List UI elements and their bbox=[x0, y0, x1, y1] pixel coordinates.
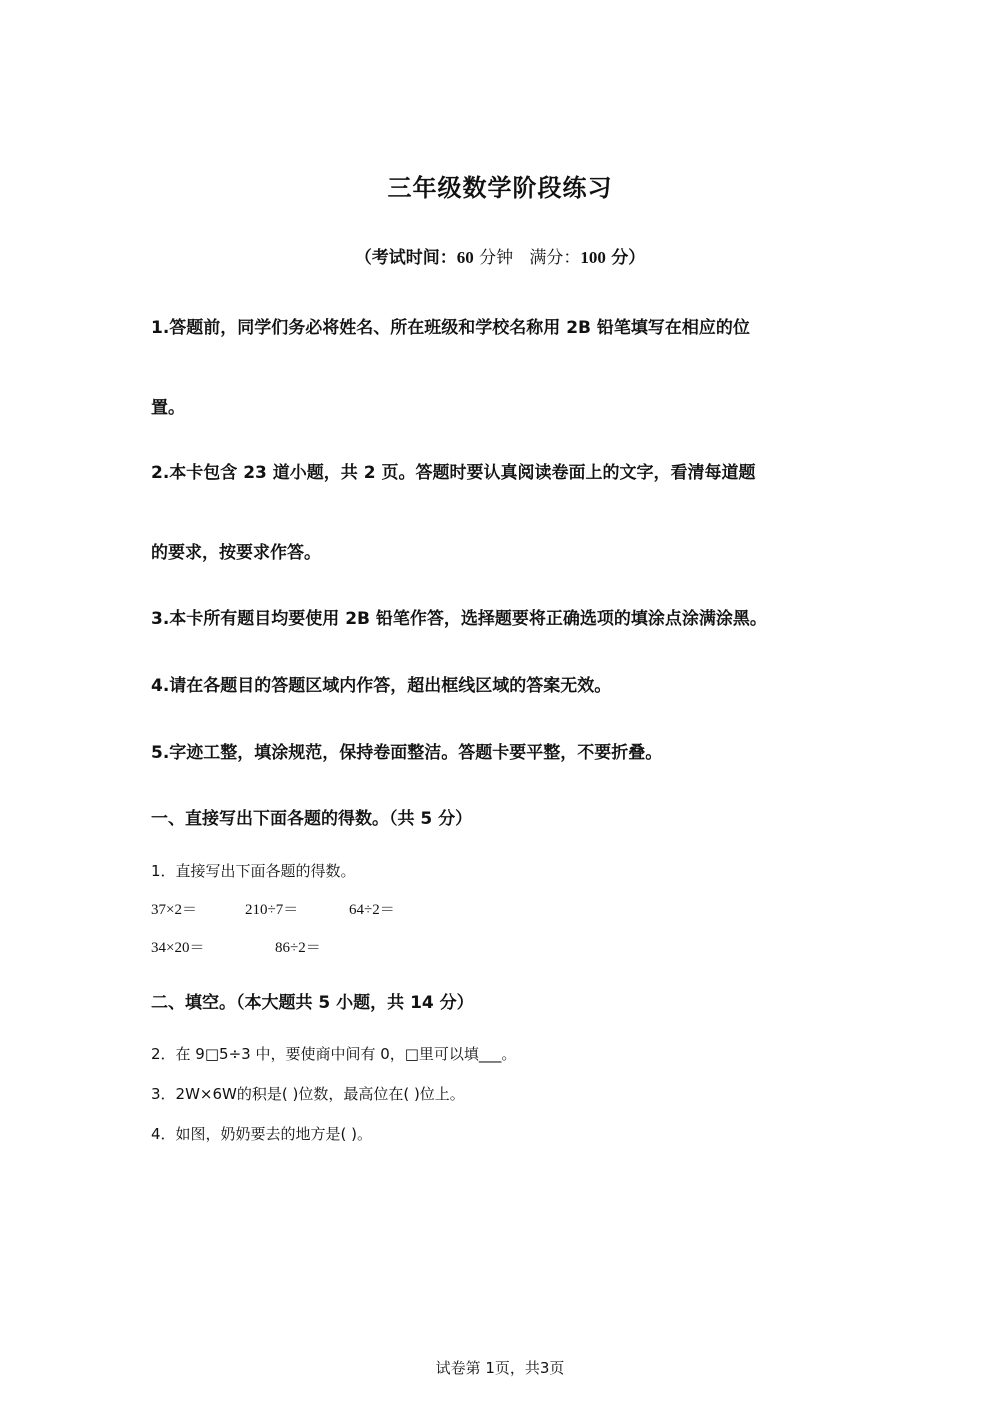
calc-item: 210÷7＝ bbox=[245, 902, 299, 918]
calc-item: 86÷2＝ bbox=[275, 940, 321, 956]
full-score-value: 100 bbox=[580, 248, 606, 267]
calc-item: 64÷2＝ bbox=[349, 902, 395, 918]
question-2: 2．在 9□5÷3 中，要使商中间有 0，□里可以填___。 bbox=[151, 1045, 517, 1063]
full-score-label: 满分： bbox=[529, 248, 581, 268]
exam-info bbox=[0, 243, 1000, 268]
instruction-1-cont: 置。 bbox=[151, 398, 185, 418]
instruction-3: 3.本卡所有题目均要使用 2B 铅笔作答，选择题要将正确选项的填涂点涂满涂黑。 bbox=[151, 609, 767, 629]
calc-item: 37×2＝ bbox=[151, 902, 197, 918]
calc-item: 34×20＝ bbox=[151, 940, 205, 956]
section-2-heading: 二、填空。（本大题共 5 小题，共 14 分） bbox=[151, 993, 474, 1013]
question-1: 1．直接写出下面各题的得数。 bbox=[151, 862, 356, 880]
instruction-5: 5.字迹工整，填涂规范，保持卷面整洁。答题卡要平整，不要折叠。 bbox=[151, 743, 663, 763]
instruction-4: 4.请在各题目的答题区域内作答，超出框线区域的答案无效。 bbox=[151, 676, 612, 696]
exam-time-unit: 分钟 bbox=[479, 248, 514, 268]
exam-info-close: 分） bbox=[611, 248, 646, 268]
section-1-heading: 一、直接写出下面各题的得数。（共 5 分） bbox=[151, 809, 473, 829]
instruction-1: 1.答题前，同学们务必将姓名、所在班级和学校名称用 2B 铅笔填写在相应的位 bbox=[151, 318, 750, 338]
instruction-2-cont: 的要求，按要求作答。 bbox=[151, 543, 321, 563]
exam-time-value: 60 bbox=[456, 248, 474, 267]
page-title: 三年级数学阶段练习 bbox=[387, 174, 613, 202]
instruction-2: 2.本卡包含 23 道小题，共 2 页。答题时要认真阅读卷面上的文字，看清每道题 bbox=[151, 463, 756, 483]
question-4: 4．如图，奶奶要去的地方是( )。 bbox=[151, 1125, 373, 1143]
question-3: 3．2W×6W的积是( )位数，最高位在( )位上。 bbox=[151, 1085, 465, 1103]
page-footer: 试卷第 1页，共3页 bbox=[435, 1359, 565, 1377]
exam-info-open: （考试时间： bbox=[354, 248, 457, 268]
